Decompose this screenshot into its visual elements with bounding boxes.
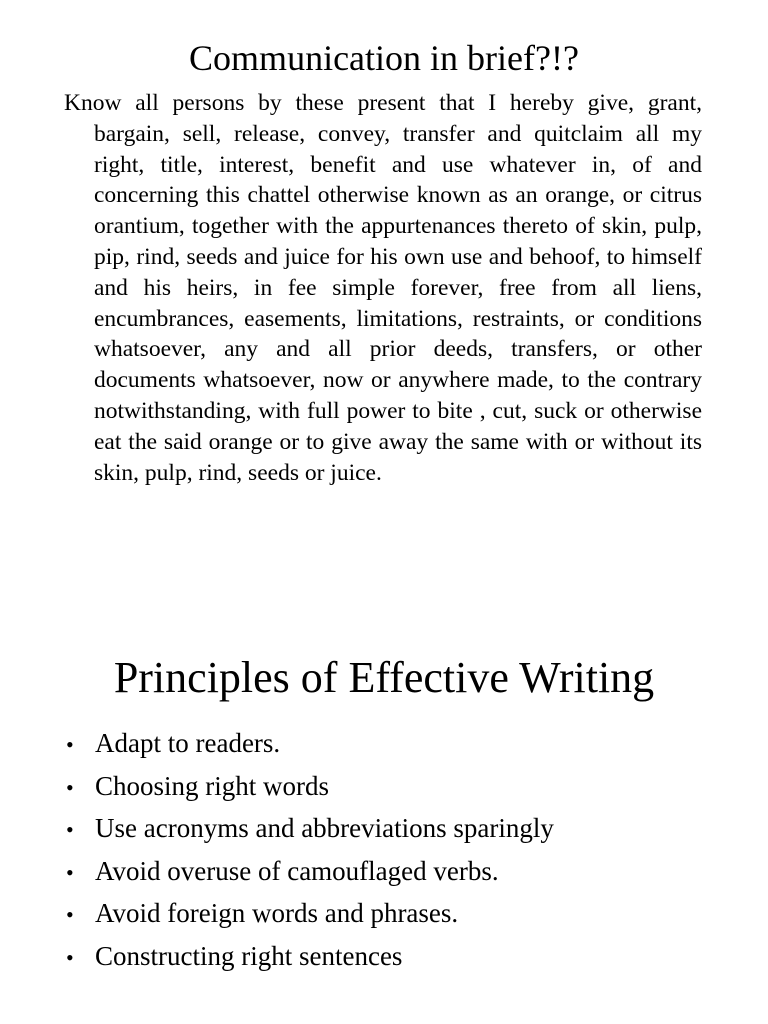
bullet-icon: • xyxy=(66,817,74,843)
bullet-item-choosing-right-words xyxy=(66,766,554,809)
bullet-icon: • xyxy=(66,859,74,885)
bullet-text: Choosing right words xyxy=(95,770,330,801)
slide-principles-of-effective-writing xyxy=(0,560,768,1024)
bullet-icon: • xyxy=(66,902,74,928)
bullet-item-use-acronyms xyxy=(66,808,554,851)
bullet-text: Constructing right sentences xyxy=(95,940,403,971)
legal-paragraph: Know all persons by these present that I hereby give, grant, bargain, sell, release, convey, transfer and quitclaim all my right, title, interest, benefit and use whatever in, of and concerning this chattel otherwise known as an orange, or citrus orantium, together with the appurtenances thereto of skin, pulp, pip, rind, seeds and juice for his own use and behoof, to himself and his heirs, in fee simple forever, free from all liens, encumbrances, easements, limitations, restraints, or conditions whatsoever, any and all prior deeds, transfers, or other documents whatsoever, now or anywhere made, to the contrary notwithstanding, with full power to bite , cut, suck or otherwise eat the said orange or to give away the same with or without its skin, pulp, rind, seeds or juice. xyxy=(64,90,702,486)
bullet-text: Use acronyms and abbreviations sparingly xyxy=(95,813,554,844)
bullet-list xyxy=(66,723,554,979)
bullet-item-avoid-foreign-words xyxy=(66,893,554,936)
bullet-text: Adapt to readers. xyxy=(95,728,281,758)
slide-title: Principles of Effective Writing xyxy=(113,653,655,702)
bullet-icon: • xyxy=(66,732,74,757)
bullet-icon: • xyxy=(66,774,74,800)
bullet-item-constructing-right-sentences xyxy=(66,936,554,979)
bullet-item-avoid-camouflaged-verbs xyxy=(66,851,554,894)
bullet-text: Avoid foreign words and phrases. xyxy=(95,898,459,929)
slide-title: Communication in brief?!? xyxy=(189,38,579,78)
bullet-icon: • xyxy=(66,944,74,970)
bullet-item-adapt-to-readers xyxy=(66,723,554,766)
bullet-text: Avoid overuse of camouflaged verbs. xyxy=(95,855,499,886)
